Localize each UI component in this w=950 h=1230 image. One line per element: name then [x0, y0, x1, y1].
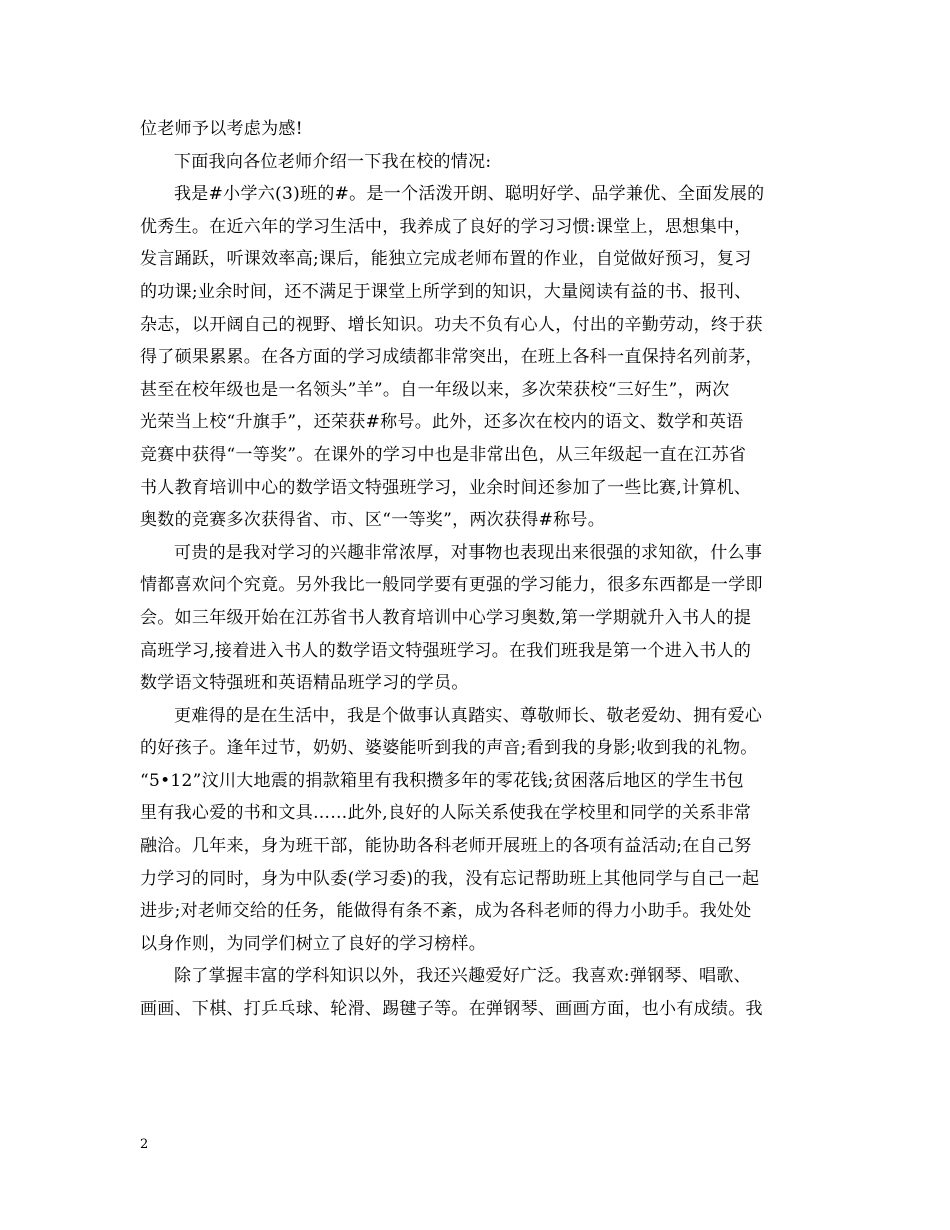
text-line: 里有我心爱的书和文具……此外,良好的人际关系使我在学校里和同学的关系非常	[140, 803, 752, 824]
text-line: 高班学习,接着进入书人的数学语文特强班学习。在我们班我是第一个进入书人的	[140, 640, 752, 661]
text-line: 杂志，以开阔自己的视野、增长知识。功夫不负有心人，付出的辛勤劳动，终于获	[140, 314, 763, 335]
text-line: 的功课;业余时间，还不满足于课堂上所学到的知识，大量阅读有益的书、报刊、	[140, 281, 752, 302]
text-line: 甚至在校年级也是一名领头”羊”。自一年级以来，多次荣获校“三好生”，两次	[140, 379, 730, 400]
text-line: 进步;对老师交给的任务，能做得有条不紊，成为各科老师的得力小助手。我处处	[140, 901, 752, 922]
text-line: 画画、下棋、打乒乓球、轮滑、踢毽子等。在弹钢琴、画画方面，也小有成绩。我	[140, 999, 763, 1020]
text-line: 发言踊跃，听课效率高;课后，能独立完成老师布置的作业，自觉做好预习，复习	[140, 249, 752, 270]
document-body	[140, 113, 812, 1026]
text-line: 奥数的竞赛多次获得省、市、区“一等奖”，两次获得#称号。	[140, 510, 606, 531]
text-line: 得了硕果累累。在各方面的学习成绩都非常突出，在班上各科一直保持名列前茅，	[140, 347, 763, 368]
text-line: 的好孩子。逢年过节，奶奶、婆婆能听到我的声音;看到我的身影;收到我的礼物。	[140, 738, 758, 759]
text-line: “5•12”汶川大地震的捐款箱里有我积攒多年的零花钱;贫困落后地区的学生书包	[140, 770, 744, 791]
text-line: 数学语文特强班和英语精品班学习的学员。	[140, 673, 469, 694]
paragraph-start-line: 我是#小学六(3)班的#。是一个活泼开朗、聪明好学、品学兼优、全面发展的	[174, 184, 765, 205]
paragraph-start-line: 可贵的是我对学习的兴趣非常浓厚，对事物也表现出来很强的求知欲，什么事	[174, 542, 763, 563]
text-line: 位老师予以考虑为感!	[140, 119, 303, 139]
text-line: 光荣当上校“升旗手”，还荣获#称号。此外，还多次在校内的语文、数学和英语	[140, 412, 744, 433]
paragraph-start-line: 更难得的是在生活中，我是个做事认真踏实、尊敬师长、敬老爱幼、拥有爱心	[174, 705, 763, 726]
text-line: 优秀生。在近六年的学习生活中，我养成了良好的学习习惯:课堂上，思想集中，	[140, 216, 752, 237]
text-line: 竞赛中获得“一等奖”。在课外的学习中也是非常出色，从三年级起一直在江苏省	[140, 444, 747, 465]
text-line: 书人教育培训中心的数学语文特强班学习，业余时间还参加了一些比赛,计算机、	[140, 477, 752, 498]
text-line: 会。如三年级开始在江苏省书人教育培训中心学习奥数,第一学期就升入书人的提	[140, 607, 752, 628]
text-line: 力学习的同时，身为中队委(学习委)的我，没有忘记帮助班上其他同学与自己一起	[140, 868, 760, 889]
text-line: 融洽。几年来，身为班干部，能协助各科老师开展班上的各项有益活动;在自己努	[140, 836, 752, 857]
text-line: 情都喜欢问个究竟。另外我比一般同学要有更强的学习能力，很多东西都是一学即	[140, 575, 763, 596]
paragraph-start-line: 下面我向各位老师介绍一下我在校的情况:	[174, 151, 492, 172]
page-number: 2	[140, 1137, 149, 1152]
text-line: 以身作则，为同学们树立了良好的学习榜样。	[140, 933, 486, 954]
paragraph-start-line: 除了掌握丰富的学科知识以外，我还兴趣爱好广泛。我喜欢:弹钢琴、唱歌、	[174, 966, 751, 987]
